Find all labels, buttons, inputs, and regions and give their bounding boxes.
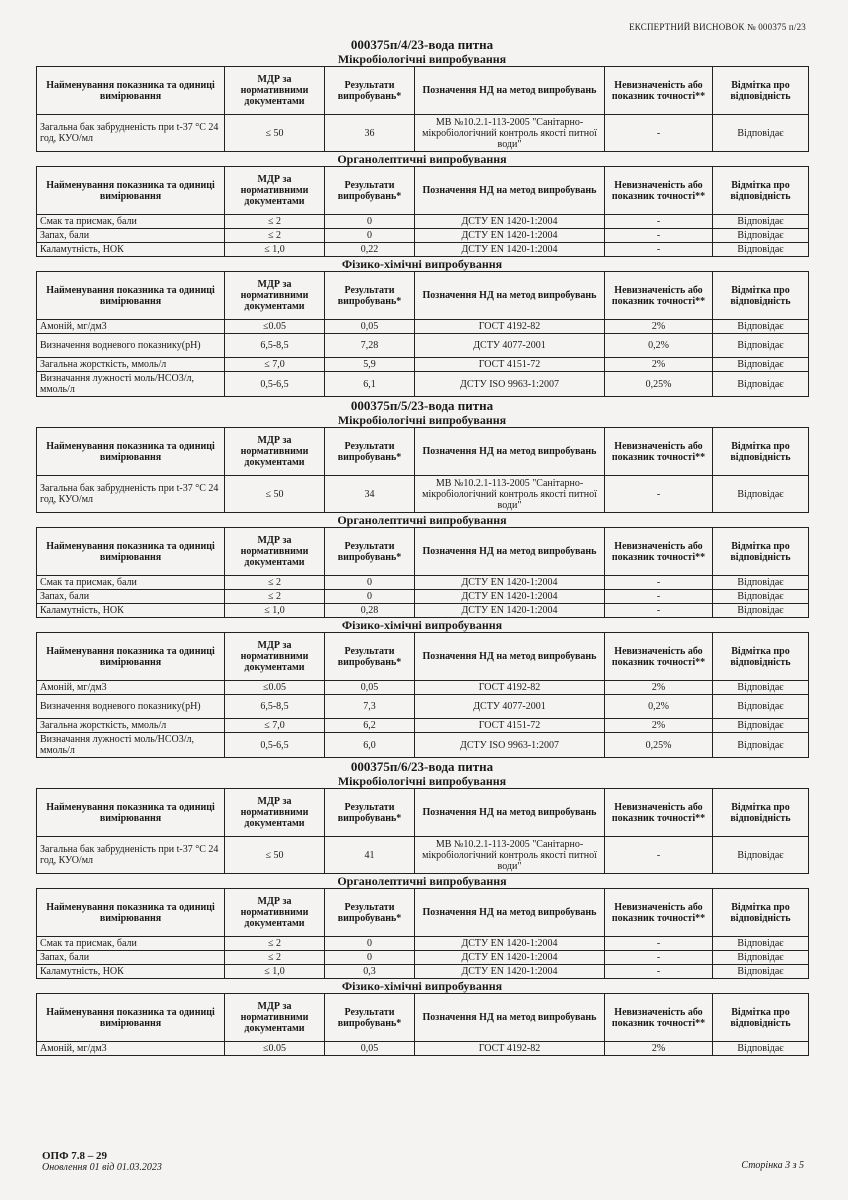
cell-compliance: Відповідає <box>713 334 809 358</box>
document-header: ЕКСПЕРТНИЙ ВИСНОВОК № 000375 п/23 <box>629 22 806 32</box>
cell-nd-method: ГОСТ 4192-82 <box>415 1042 605 1056</box>
header-mdr: МДР за нормативними документами <box>225 633 325 681</box>
cell-nd-method: ГОСТ 4151-72 <box>415 719 605 733</box>
table-header-row <box>37 67 809 115</box>
cell-result: 36 <box>325 115 415 152</box>
header-nd: Позначення НД на метод випробувань <box>415 633 605 681</box>
table-row <box>37 229 809 243</box>
cell-compliance: Відповідає <box>713 229 809 243</box>
results-table <box>36 788 809 874</box>
cell-mdr: ≤ 2 <box>225 576 325 590</box>
cell-result: 0 <box>325 951 415 965</box>
cell-mdr: ≤ 2 <box>225 215 325 229</box>
header-nd: Позначення НД на метод випробувань <box>415 789 605 837</box>
cell-uncertainty: 0,25% <box>605 372 713 397</box>
table-header-row <box>37 272 809 320</box>
cell-name: Визначання лужності моль/НСО3/л, ммоль/л <box>37 372 225 397</box>
header-results: Результати випробувань* <box>325 67 415 115</box>
cell-name: Смак та присмак, бали <box>37 576 225 590</box>
cell-uncertainty: - <box>605 590 713 604</box>
update-note: Оновлення 01 від 01.03.2023 <box>42 1162 162 1173</box>
cell-compliance: Відповідає <box>713 719 809 733</box>
header-compliance: Відмітка про відповідність <box>713 789 809 837</box>
cell-result: 0,3 <box>325 965 415 979</box>
cell-name: Амоній, мг/дм3 <box>37 1042 225 1056</box>
cell-uncertainty: - <box>605 115 713 152</box>
table-row <box>37 681 809 695</box>
cell-name: Загальна бак забрудненість при t-37 °С 24 год, КУО/мл <box>37 115 225 152</box>
results-table <box>36 166 809 257</box>
header-name: Найменування показника та одиниці вимірювання <box>37 272 225 320</box>
cell-nd-method: МВ №10.2.1-113-2005 "Санітарно-мікробіологічний контроль якості питної води" <box>415 476 605 513</box>
header-name: Найменування показника та одиниці вимірювання <box>37 889 225 937</box>
header-uncertainty: Невизначеність або показник точності** <box>605 789 713 837</box>
table-header-row <box>37 994 809 1042</box>
cell-name: Каламутність, НОК <box>37 604 225 618</box>
header-compliance: Відмітка про відповідність <box>713 428 809 476</box>
cell-compliance: Відповідає <box>713 115 809 152</box>
cell-mdr: ≤0.05 <box>225 681 325 695</box>
cell-compliance: Відповідає <box>713 604 809 618</box>
header-results: Результати випробувань* <box>325 272 415 320</box>
section-title: Органолептичні випробування <box>337 513 507 527</box>
cell-result: 41 <box>325 837 415 874</box>
report-content <box>36 36 808 1056</box>
cell-uncertainty: - <box>605 937 713 951</box>
cell-mdr: ≤ 1,0 <box>225 965 325 979</box>
cell-uncertainty: 2% <box>605 681 713 695</box>
header-uncertainty: Невизначеність або показник точності** <box>605 528 713 576</box>
header-nd: Позначення НД на метод випробувань <box>415 889 605 937</box>
cell-nd-method: ДСТУ EN 1420-1:2004 <box>415 937 605 951</box>
table-header-row <box>37 167 809 215</box>
sample-title: 000375п/5/23-вода питна <box>350 398 494 413</box>
cell-result: 0 <box>325 215 415 229</box>
cell-name: Амоній, мг/дм3 <box>37 320 225 334</box>
cell-nd-method: ДСТУ EN 1420-1:2004 <box>415 590 605 604</box>
header-mdr: МДР за нормативними документами <box>225 994 325 1042</box>
header-mdr: МДР за нормативними документами <box>225 789 325 837</box>
header-mdr: МДР за нормативними документами <box>225 428 325 476</box>
cell-result: 0,05 <box>325 1042 415 1056</box>
cell-compliance: Відповідає <box>713 358 809 372</box>
cell-mdr: ≤0.05 <box>225 1042 325 1056</box>
header-results: Результати випробувань* <box>325 167 415 215</box>
table-row <box>37 695 809 719</box>
table-row <box>37 320 809 334</box>
cell-mdr: ≤ 2 <box>225 590 325 604</box>
cell-name: Амоній, мг/дм3 <box>37 681 225 695</box>
cell-result: 0,05 <box>325 681 415 695</box>
cell-uncertainty: - <box>605 243 713 257</box>
table-header-row <box>37 633 809 681</box>
header-uncertainty: Невизначеність або показник точності** <box>605 167 713 215</box>
results-table <box>36 427 809 513</box>
cell-uncertainty: 0,2% <box>605 695 713 719</box>
table-row <box>37 576 809 590</box>
header-compliance: Відмітка про відповідність <box>713 889 809 937</box>
table-row <box>37 215 809 229</box>
section-title: Фізико-хімічні випробування <box>341 979 503 993</box>
cell-nd-method: МВ №10.2.1-113-2005 "Санітарно-мікробіологічний контроль якості питної води" <box>415 837 605 874</box>
section-title: Мікробіологічні випробування <box>337 413 507 427</box>
header-results: Результати випробувань* <box>325 994 415 1042</box>
header-mdr: МДР за нормативними документами <box>225 528 325 576</box>
header-uncertainty: Невизначеність або показник точності** <box>605 994 713 1042</box>
cell-uncertainty: - <box>605 951 713 965</box>
table-row <box>37 590 809 604</box>
table-row <box>37 937 809 951</box>
cell-compliance: Відповідає <box>713 215 809 229</box>
cell-mdr: ≤ 2 <box>225 937 325 951</box>
footer-form-info <box>42 1150 162 1173</box>
cell-compliance: Відповідає <box>713 695 809 719</box>
header-uncertainty: Невизначеність або показник точності** <box>605 428 713 476</box>
cell-mdr: ≤0.05 <box>225 320 325 334</box>
header-mdr: МДР за нормативними документами <box>225 272 325 320</box>
cell-nd-method: ГОСТ 4151-72 <box>415 358 605 372</box>
table-header-row <box>37 889 809 937</box>
cell-compliance: Відповідає <box>713 681 809 695</box>
results-table <box>36 888 809 979</box>
header-nd: Позначення НД на метод випробувань <box>415 528 605 576</box>
header-name: Найменування показника та одиниці вимірювання <box>37 528 225 576</box>
table-row <box>37 1042 809 1056</box>
cell-mdr: ≤ 50 <box>225 115 325 152</box>
cell-name: Загальна жорсткість, ммоль/л <box>37 719 225 733</box>
cell-name: Каламутність, НОК <box>37 965 225 979</box>
header-nd: Позначення НД на метод випробувань <box>415 994 605 1042</box>
cell-mdr: ≤ 1,0 <box>225 243 325 257</box>
cell-compliance: Відповідає <box>713 476 809 513</box>
cell-compliance: Відповідає <box>713 372 809 397</box>
cell-nd-method: ДСТУ ISO 9963-1:2007 <box>415 733 605 758</box>
header-nd: Позначення НД на метод випробувань <box>415 167 605 215</box>
header-uncertainty: Невизначеність або показник точності** <box>605 633 713 681</box>
section-title: Органолептичні випробування <box>337 152 507 166</box>
cell-mdr: ≤ 7,0 <box>225 719 325 733</box>
table-row <box>37 733 809 758</box>
cell-compliance: Відповідає <box>713 590 809 604</box>
header-mdr: МДР за нормативними документами <box>225 889 325 937</box>
cell-nd-method: ДСТУ EN 1420-1:2004 <box>415 243 605 257</box>
cell-mdr: ≤ 1,0 <box>225 604 325 618</box>
header-results: Результати випробувань* <box>325 428 415 476</box>
header-results: Результати випробувань* <box>325 889 415 937</box>
results-table <box>36 632 809 758</box>
cell-name: Загальна бак забрудненість при t-37 °С 24 год, КУО/мл <box>37 476 225 513</box>
header-results: Результати випробувань* <box>325 528 415 576</box>
cell-name: Запах, бали <box>37 590 225 604</box>
cell-result: 0 <box>325 576 415 590</box>
table-header-row <box>37 789 809 837</box>
table-row <box>37 334 809 358</box>
header-compliance: Відмітка про відповідність <box>713 167 809 215</box>
cell-name: Визначення водневого показнику(pH) <box>37 695 225 719</box>
cell-mdr: ≤ 50 <box>225 476 325 513</box>
header-name: Найменування показника та одиниці вимірювання <box>37 428 225 476</box>
section-title: Мікробіологічні випробування <box>337 774 507 788</box>
cell-mdr: ≤ 2 <box>225 951 325 965</box>
header-compliance: Відмітка про відповідність <box>713 633 809 681</box>
cell-compliance: Відповідає <box>713 1042 809 1056</box>
cell-mdr: ≤ 7,0 <box>225 358 325 372</box>
header-name: Найменування показника та одиниці вимірювання <box>37 167 225 215</box>
cell-nd-method: ДСТУ 4077-2001 <box>415 695 605 719</box>
cell-name: Загальна бак забрудненість при t-37 °С 24 год, КУО/мл <box>37 837 225 874</box>
cell-uncertainty: 0,25% <box>605 733 713 758</box>
cell-name: Визначення водневого показнику(pH) <box>37 334 225 358</box>
cell-uncertainty: - <box>605 837 713 874</box>
cell-result: 0,22 <box>325 243 415 257</box>
header-nd: Позначення НД на метод випробувань <box>415 428 605 476</box>
cell-result: 7,28 <box>325 334 415 358</box>
header-mdr: МДР за нормативними документами <box>225 67 325 115</box>
results-table <box>36 527 809 618</box>
table-row <box>37 115 809 152</box>
cell-result: 6,1 <box>325 372 415 397</box>
table-row <box>37 951 809 965</box>
cell-mdr: ≤ 50 <box>225 837 325 874</box>
sample-title: 000375п/4/23-вода питна <box>350 37 494 52</box>
header-compliance: Відмітка про відповідність <box>713 994 809 1042</box>
cell-result: 0 <box>325 590 415 604</box>
cell-name: Запах, бали <box>37 229 225 243</box>
cell-uncertainty: 2% <box>605 320 713 334</box>
cell-mdr: 0,5-6,5 <box>225 733 325 758</box>
results-table <box>36 993 809 1056</box>
cell-uncertainty: - <box>605 965 713 979</box>
cell-compliance: Відповідає <box>713 576 809 590</box>
cell-compliance: Відповідає <box>713 965 809 979</box>
cell-nd-method: ДСТУ EN 1420-1:2004 <box>415 576 605 590</box>
cell-result: 0 <box>325 229 415 243</box>
header-mdr: МДР за нормативними документами <box>225 167 325 215</box>
section-title: Фізико-хімічні випробування <box>341 257 503 271</box>
cell-mdr: 6,5-8,5 <box>225 695 325 719</box>
cell-nd-method: ДСТУ EN 1420-1:2004 <box>415 215 605 229</box>
section-title: Фізико-хімічні випробування <box>341 618 503 632</box>
cell-result: 0 <box>325 937 415 951</box>
cell-mdr: 6,5-8,5 <box>225 334 325 358</box>
header-uncertainty: Невизначеність або показник точності** <box>605 889 713 937</box>
cell-nd-method: ДСТУ EN 1420-1:2004 <box>415 965 605 979</box>
header-compliance: Відмітка про відповідність <box>713 67 809 115</box>
table-row <box>37 243 809 257</box>
cell-result: 6,2 <box>325 719 415 733</box>
form-code: ОПФ 7.8 – 29 <box>42 1150 108 1162</box>
table-row <box>37 372 809 397</box>
results-table <box>36 271 809 397</box>
cell-uncertainty: - <box>605 576 713 590</box>
cell-nd-method: ДСТУ EN 1420-1:2004 <box>415 604 605 618</box>
cell-nd-method: ДСТУ EN 1420-1:2004 <box>415 229 605 243</box>
cell-uncertainty: - <box>605 229 713 243</box>
cell-result: 0,28 <box>325 604 415 618</box>
cell-uncertainty: 2% <box>605 719 713 733</box>
cell-nd-method: ДСТУ 4077-2001 <box>415 334 605 358</box>
cell-result: 6,0 <box>325 733 415 758</box>
cell-uncertainty: - <box>605 604 713 618</box>
cell-compliance: Відповідає <box>713 733 809 758</box>
table-row <box>37 358 809 372</box>
section-title: Мікробіологічні випробування <box>337 52 507 66</box>
sample-title: 000375п/6/23-вода питна <box>350 759 494 774</box>
cell-name: Смак та присмак, бали <box>37 937 225 951</box>
cell-nd-method: ДСТУ ISO 9963-1:2007 <box>415 372 605 397</box>
cell-uncertainty: - <box>605 215 713 229</box>
section-title: Органолептичні випробування <box>337 874 507 888</box>
cell-nd-method: ДСТУ EN 1420-1:2004 <box>415 951 605 965</box>
cell-name: Загальна жорсткість, ммоль/л <box>37 358 225 372</box>
cell-nd-method: МВ №10.2.1-113-2005 "Санітарно-мікробіологічний контроль якості питної води" <box>415 115 605 152</box>
cell-name: Каламутність, НОК <box>37 243 225 257</box>
cell-nd-method: ГОСТ 4192-82 <box>415 681 605 695</box>
header-results: Результати випробувань* <box>325 633 415 681</box>
cell-name: Запах, бали <box>37 951 225 965</box>
cell-result: 5,9 <box>325 358 415 372</box>
header-uncertainty: Невизначеність або показник точності** <box>605 272 713 320</box>
cell-compliance: Відповідає <box>713 320 809 334</box>
cell-result: 0,05 <box>325 320 415 334</box>
header-nd: Позначення НД на метод випробувань <box>415 272 605 320</box>
header-uncertainty: Невизначеність або показник точності** <box>605 67 713 115</box>
table-header-row <box>37 528 809 576</box>
cell-result: 7,3 <box>325 695 415 719</box>
cell-mdr: 0,5-6,5 <box>225 372 325 397</box>
cell-compliance: Відповідає <box>713 951 809 965</box>
cell-compliance: Відповідає <box>713 243 809 257</box>
table-row <box>37 837 809 874</box>
header-compliance: Відмітка про відповідність <box>713 272 809 320</box>
cell-name: Смак та присмак, бали <box>37 215 225 229</box>
cell-name: Визначання лужності моль/НСО3/л, ммоль/л <box>37 733 225 758</box>
table-row <box>37 719 809 733</box>
page-number: Сторінка 3 з 5 <box>741 1160 804 1171</box>
header-compliance: Відмітка про відповідність <box>713 528 809 576</box>
cell-mdr: ≤ 2 <box>225 229 325 243</box>
results-table <box>36 66 809 152</box>
cell-uncertainty: 2% <box>605 358 713 372</box>
cell-compliance: Відповідає <box>713 837 809 874</box>
cell-uncertainty: 2% <box>605 1042 713 1056</box>
table-row <box>37 604 809 618</box>
cell-nd-method: ГОСТ 4192-82 <box>415 320 605 334</box>
header-name: Найменування показника та одиниці вимірювання <box>37 994 225 1042</box>
cell-compliance: Відповідає <box>713 937 809 951</box>
header-nd: Позначення НД на метод випробувань <box>415 67 605 115</box>
table-row <box>37 476 809 513</box>
table-header-row <box>37 428 809 476</box>
cell-result: 34 <box>325 476 415 513</box>
header-name: Найменування показника та одиниці вимірювання <box>37 67 225 115</box>
header-name: Найменування показника та одиниці вимірювання <box>37 633 225 681</box>
header-name: Найменування показника та одиниці вимірювання <box>37 789 225 837</box>
table-row <box>37 965 809 979</box>
header-results: Результати випробувань* <box>325 789 415 837</box>
cell-uncertainty: 0,2% <box>605 334 713 358</box>
cell-uncertainty: - <box>605 476 713 513</box>
